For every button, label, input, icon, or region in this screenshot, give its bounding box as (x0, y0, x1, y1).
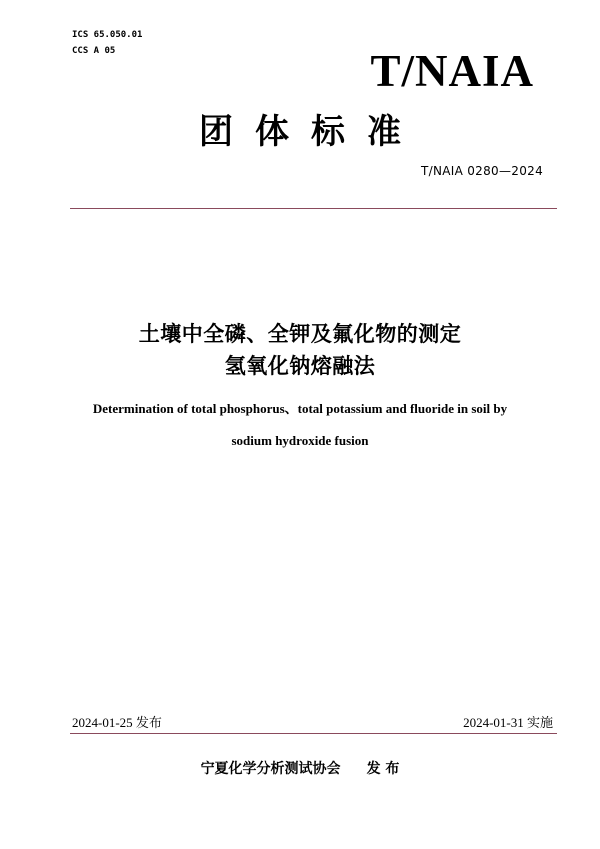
top-divider (70, 208, 557, 209)
standard-number: T/NAIA 0280—2024 (421, 164, 543, 178)
standard-mark: T/NAIA (370, 46, 534, 96)
issue-date: 2024-01-25 发布 (72, 715, 162, 730)
title-english-line2: sodium hydroxide fusion (231, 433, 369, 448)
title-chinese-line1: 土壤中全磷、全钾及氟化物的测定 (138, 322, 462, 346)
publisher-organization: 宁夏化学分析测试协会 (200, 761, 341, 777)
ics-code: ICS 65.050.01 (72, 30, 143, 40)
implementation-date: 2024-01-31 实施 (463, 715, 553, 730)
bottom-divider (70, 733, 557, 734)
publisher-line (0, 759, 600, 779)
standard-type: 团体标准 (199, 112, 423, 152)
publisher-action: 发 布 (366, 761, 400, 777)
title-english-line1: Determination of total phosphorus、total potassium and fluoride in soil by (92, 401, 508, 416)
ccs-code: CCS A 05 (72, 46, 116, 56)
title-chinese-line2: 氢氧化钠熔融法 (224, 354, 376, 378)
